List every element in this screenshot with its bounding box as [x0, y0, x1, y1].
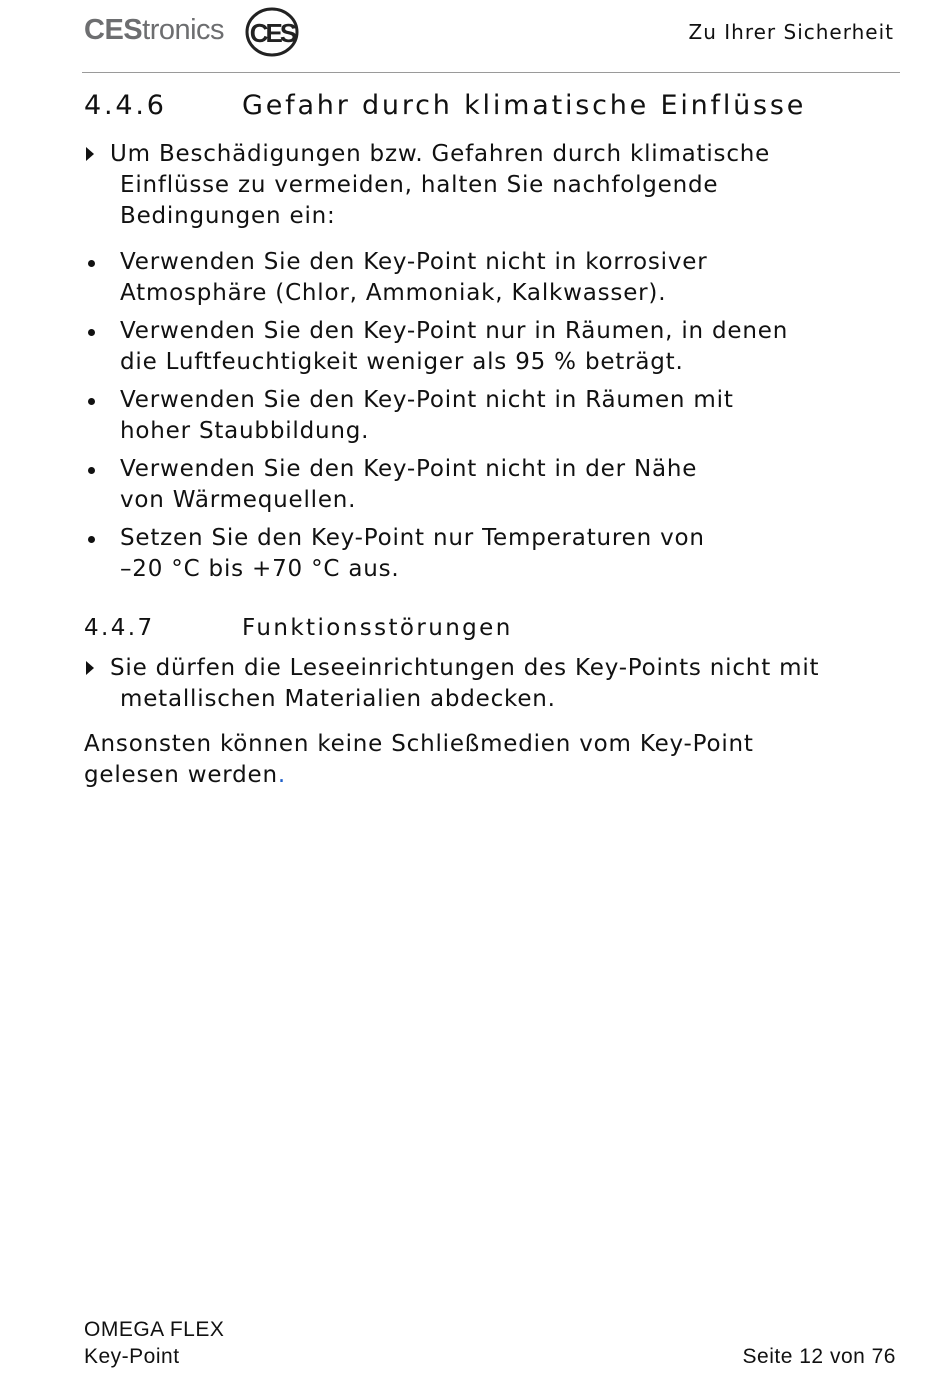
footer-model: Key-Point [84, 1345, 180, 1368]
paragraph-line: gelesen werden. [84, 762, 286, 788]
bullet-icon [88, 398, 95, 405]
bullet-item: Verwenden Sie den Key-Point nicht in Räumen mit hoher Staubbildung. [86, 385, 886, 447]
logo-wordmark: CEStronics [84, 14, 225, 46]
bullet-icon [88, 467, 95, 474]
bullet-item: Setzen Sie den Key-Point nur Temperaturen von –20 °C bis +70 °C aus. [86, 523, 886, 585]
section-heading-447 [84, 615, 884, 647]
header-divider [82, 72, 900, 73]
bullet-icon [88, 260, 95, 267]
instruction-arrow-icon [86, 147, 94, 161]
instruction-446: Um Beschädigungen bzw. Gefahren durch klimatische Einflüsse zu vermeiden, halten Sie nachfolgende Bedingungen ein: [86, 139, 886, 232]
bullet-icon [88, 329, 95, 336]
bullet-item: Verwenden Sie den Key-Point nur in Räumen, in denen die Luftfeuchtigkeit weniger als 95 % beträgt. [86, 316, 886, 378]
ces-seal-icon [244, 6, 300, 58]
section-heading-446 [84, 90, 884, 126]
cestronics-logo [84, 6, 300, 58]
section-number: 4.4.6 [84, 90, 167, 121]
svg-text:CES: CES [249, 18, 295, 48]
bullet-item: Verwenden Sie den Key-Point nicht in korrosiver Atmosphäre (Chlor, Ammoniak, Kalkwasser). [86, 247, 886, 309]
instruction-arrow-icon [86, 661, 94, 675]
section-number: 4.4.7 [84, 615, 155, 641]
bullet-item: Verwenden Sie den Key-Point nicht in der Nähe von Wärmequellen. [86, 454, 886, 516]
bullet-icon [88, 536, 95, 543]
section-title: Funktionsstörungen [242, 615, 513, 641]
page-number: Seite 12 von 76 [742, 1345, 896, 1368]
blue-period: . [277, 762, 286, 788]
body-paragraph: Ansonsten können keine Schließmedien vom Key-Point gelesen werden. [84, 729, 884, 791]
section-title: Gefahr durch klimatische Einflüsse [242, 90, 807, 121]
section-header-title: Zu Ihrer Sicherheit [688, 20, 894, 44]
footer-product: OMEGA FLEX [84, 1318, 225, 1341]
instruction-447: Sie dürfen die Leseeinrichtungen des Key-Points nicht mit metallischen Materialien abdecken. [86, 653, 886, 715]
